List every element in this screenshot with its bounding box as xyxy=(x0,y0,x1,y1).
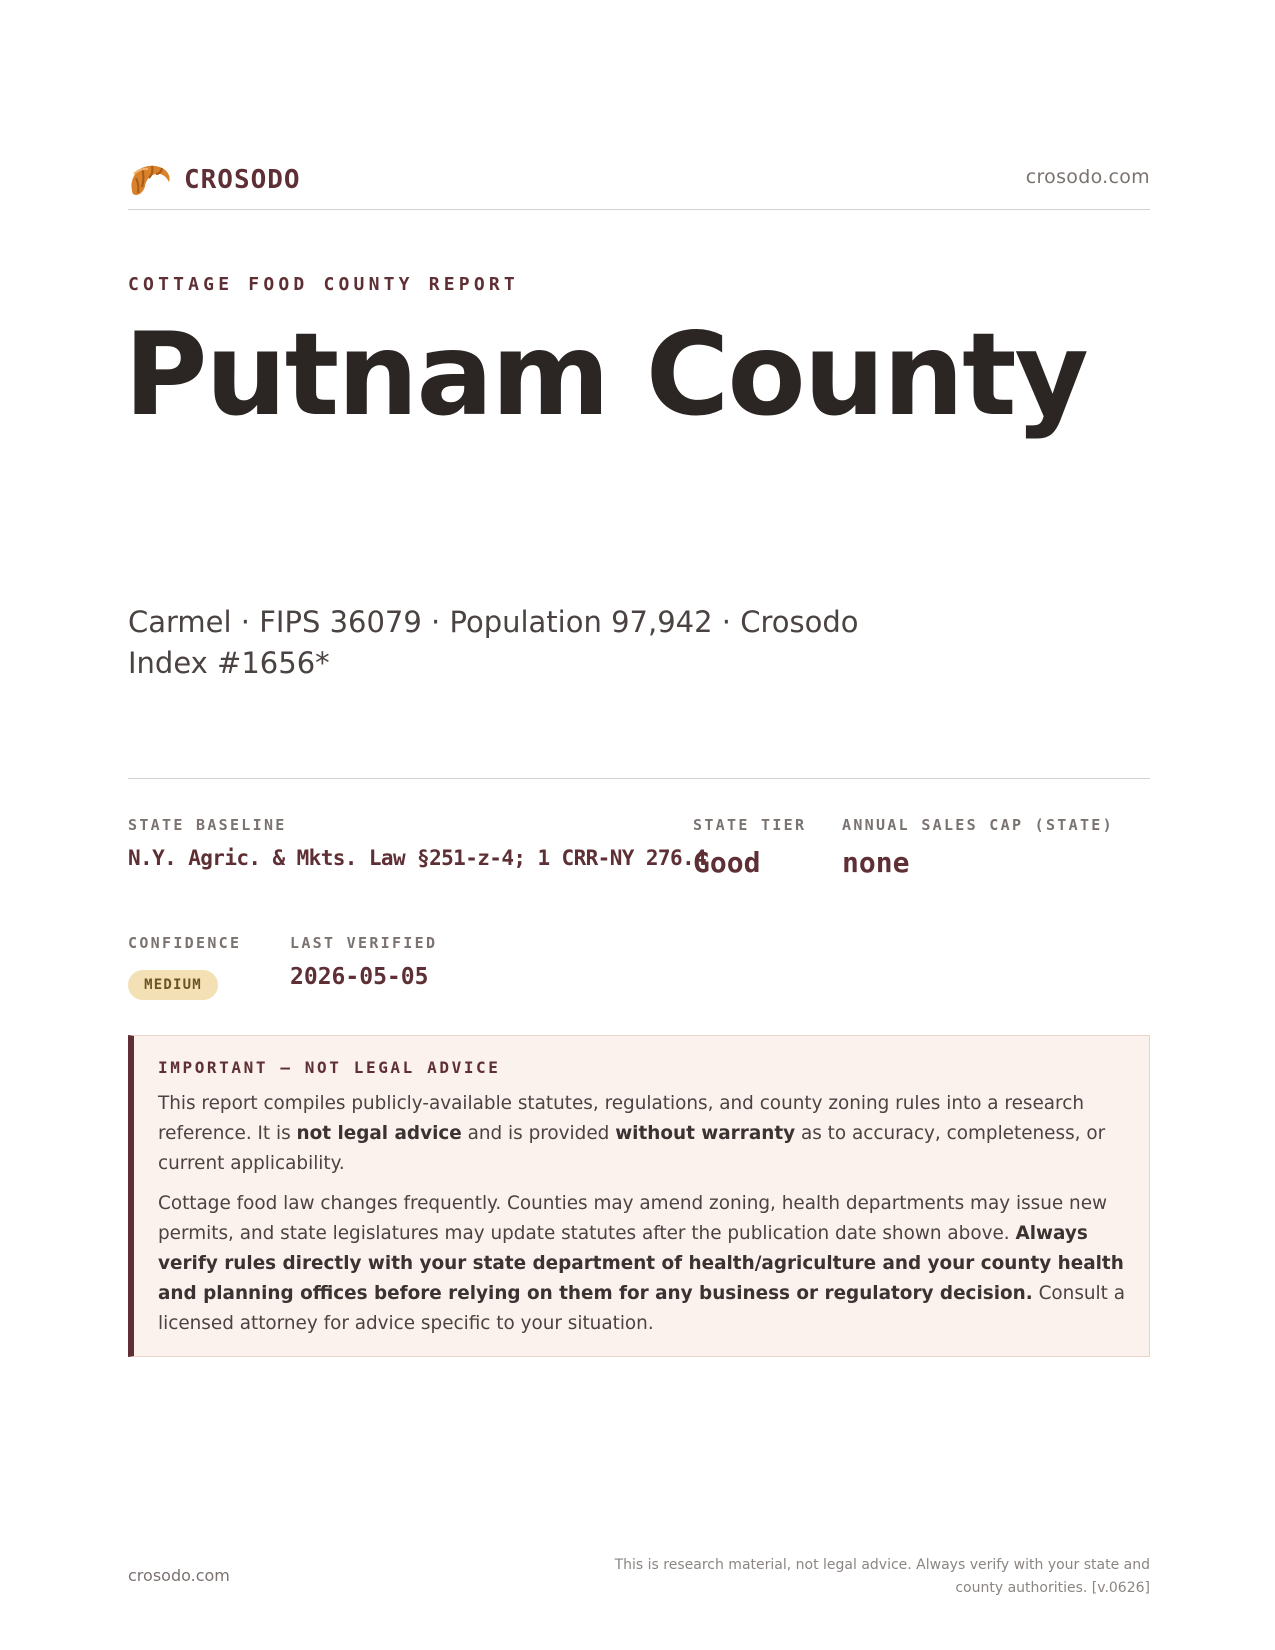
report-eyebrow: COTTAGE FOOD COUNTY REPORT xyxy=(128,274,519,295)
legal-notice xyxy=(128,1035,1150,1357)
state-tier-value: Good xyxy=(693,846,761,879)
state-baseline-value: N.Y. Agric. & Mkts. Law §251-z-4; 1 CRR-NY 276.4 xyxy=(128,846,707,870)
section-divider xyxy=(128,778,1150,779)
brand-name: CROSODO xyxy=(184,165,301,195)
state-baseline-label: STATE BASELINE xyxy=(128,816,287,834)
state-tier-label: STATE TIER xyxy=(693,816,807,834)
page-header xyxy=(128,158,1150,210)
last-verified-label: LAST VERIFIED xyxy=(290,934,438,952)
notice-title: IMPORTANT — NOT LEGAL ADVICE xyxy=(158,1058,501,1077)
brand[interactable] xyxy=(128,160,301,200)
confidence-label: CONFIDENCE xyxy=(128,934,242,952)
sales-cap-label: ANNUAL SALES CAP (STATE) xyxy=(842,816,1114,834)
county-summary: Carmel · FIPS 36079 · Population 97,942 · Crosodo Index #1656* xyxy=(128,605,859,680)
page-title: Putnam County xyxy=(124,308,1087,441)
footer-disclaimer: This is research material, not legal advice. Always verify with your state and county authorities. [v.0626] xyxy=(614,1557,1150,1596)
site-url-link[interactable]: crosodo.com xyxy=(1025,166,1150,188)
last-verified-value: 2026-05-05 xyxy=(290,964,429,990)
footer-site-url[interactable]: crosodo.com xyxy=(128,1566,230,1585)
confidence-badge: MEDIUM xyxy=(128,970,218,1000)
notice-paragraph-2: Cottage food law changes frequently. Counties may amend zoning, health departments may issue new permits, and state legislatures may update statutes after the publication date shown above. Always verify rules directly with your state department of health/agriculture and your county health and planning offices before relying on them for any business or regulatory decision. Consult a licensed attorney for advice specific to your situation. xyxy=(158,1193,1125,1334)
croissant-icon xyxy=(128,160,172,200)
sales-cap-value: none xyxy=(842,846,910,879)
notice-paragraph-1: This report compiles publicly-available statutes, regulations, and county zoning rules into a research reference. It is not legal advice and is provided without warranty as to accuracy, completeness, or current applicability. xyxy=(158,1093,1106,1174)
